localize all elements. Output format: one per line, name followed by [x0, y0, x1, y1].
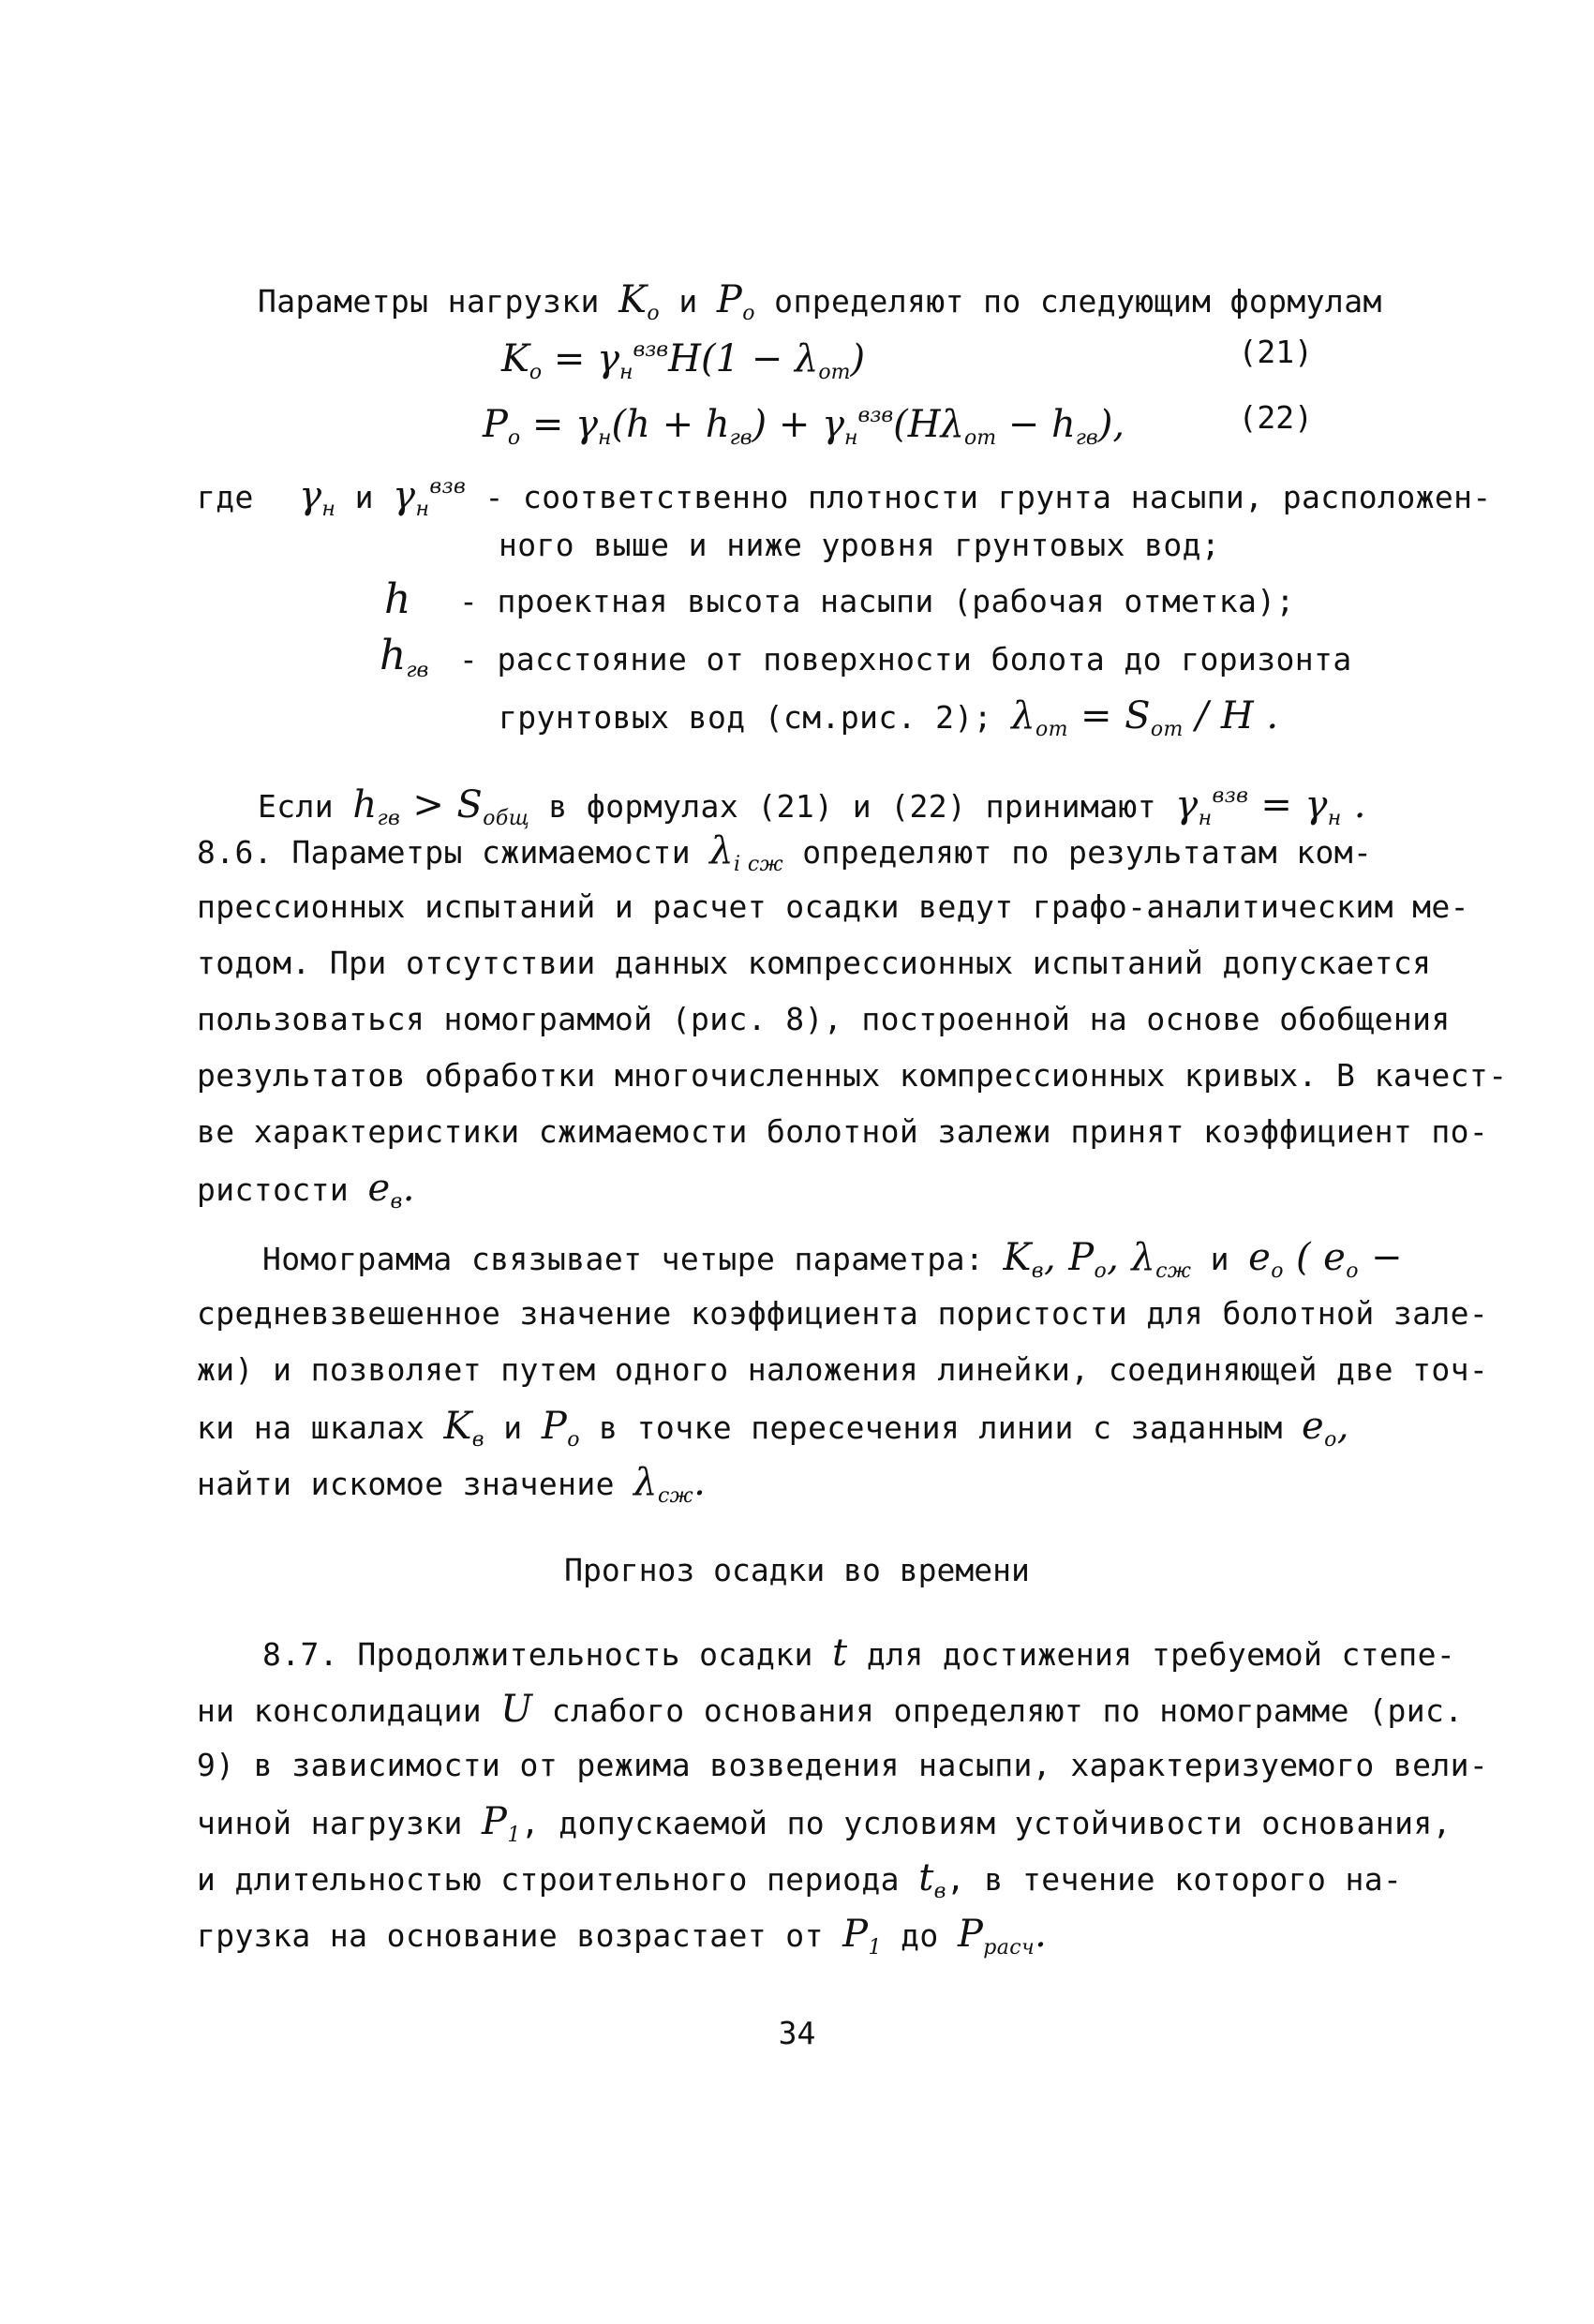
- p87-line-1: [262, 1631, 1481, 1675]
- symbol-gamma-n-vzv: $\gamma_н^{взв}$: [393, 474, 467, 521]
- nomo-l1-and: и: [1210, 1241, 1229, 1277]
- p86-l7: ристости: [197, 1171, 350, 1208]
- def1-text-a: - соответственно плотности грунта насыпи, расположен-: [484, 479, 1492, 515]
- intro-rest: определяют по следующим формулам: [774, 283, 1382, 320]
- def2-text: - проектная высота насыпи (рабочая отметка);: [459, 583, 1295, 619]
- p87-l2-a: ни консолидации: [197, 1692, 483, 1729]
- nomo-line-3: жи) и позволяет путем одного наложения линейки, соединяющей две точ-: [197, 1351, 1489, 1388]
- nomo-line-2: средневзвешенное значение коэффициента пористости для болотной зале-: [197, 1295, 1489, 1332]
- symbol-U: U: [500, 1688, 533, 1731]
- p86-line-4: пользоваться номограммой (рис. 8), построенной на основе обобщения: [197, 1001, 1451, 1037]
- nomo-l4-a: ки на шкалах: [197, 1409, 425, 1446]
- p87-l1-b: для достижения требуемой степе-: [866, 1636, 1456, 1673]
- p87-l4-a: чиной нагрузки: [197, 1805, 463, 1841]
- where-line-1: [197, 469, 1492, 529]
- p86-line-7: [197, 1169, 1415, 1221]
- p86-l1-b: определяют по результатам ком-: [802, 834, 1373, 871]
- if-result: $\gamma_н^{взв} = \gamma_н$ .: [1175, 783, 1366, 830]
- nomo-e0-given: $e_о$,: [1302, 1405, 1349, 1452]
- symbol-lambda-i-szh: $\lambda_{i сж}$: [709, 829, 783, 876]
- nomo-l4-b: в точке пересечения линии с заданным: [599, 1409, 1283, 1446]
- intro-and: и: [678, 283, 698, 320]
- def3-line-2: [499, 694, 1594, 749]
- p86-line-6: ве характеристики сжимаемости болотной залежи принят коэффициент по-: [197, 1113, 1489, 1150]
- symbol-h: h: [384, 575, 411, 623]
- symbol-h-gv: $h_{гв}$: [380, 632, 429, 682]
- nomo-line-5: [197, 1461, 1415, 1515]
- symbol-P1: $P_1$: [482, 1800, 521, 1847]
- symbol-P-rasch: $P_{расч}$.: [957, 1913, 1048, 1959]
- intro-text: Параметры нагрузки: [258, 283, 600, 320]
- symbol-t: t: [832, 1631, 848, 1675]
- nomo-lambda-szh: $\lambda_{сж}$.: [633, 1461, 707, 1508]
- def3-text-b: грунтовых вод (см.рис. 2);: [499, 699, 992, 736]
- symbol-P1-from: $P_1$: [842, 1913, 882, 1959]
- p86-l1-a: 8.6. Параметры сжимаемости: [197, 834, 691, 871]
- nomo-l4-and: и: [503, 1409, 523, 1446]
- equation-22: $P_o = \gamma_н(h + h_{гв}) + \gamma_н^{взв}(H\lambda_{от} - h_{гв})$,: [483, 403, 1125, 450]
- p87-line-2: [197, 1688, 1464, 1731]
- if-line: [258, 778, 1476, 838]
- p87-l6-b: до: [901, 1917, 939, 1954]
- p87-line-4: [197, 1800, 1452, 1855]
- p87-l2-b: слабого основания определяют по номограмме (рис.: [551, 1692, 1464, 1729]
- p87-line-3: 9) в зависимости от режима возведения насыпи, характеризуемого вели-: [197, 1747, 1489, 1783]
- symbol-gamma-n: $\gamma_н$: [299, 474, 336, 521]
- nomo-params: $K_в$, $P_о$, $\lambda_{сж}$: [1003, 1236, 1192, 1283]
- equation-21-number: (21): [1238, 334, 1313, 370]
- p86-line-5: результатов обработки многочисленных компрессионных кривых. В качест-: [197, 1057, 1508, 1094]
- p87-l6-a: грузка на основание возрастает от: [197, 1917, 824, 1954]
- equation-22-number: (22): [1238, 399, 1313, 436]
- equation-21: $K_o = \gamma_н^{взв}H(1 - \lambda_{от})$: [501, 337, 866, 384]
- where-line-2: ного выше и ниже уровня грунтовых вод;: [499, 527, 1221, 563]
- p86-line-2: прессионных испытаний и расчет осадки ведут графо-аналитическим ме-: [197, 888, 1469, 925]
- if-condition: $h_{гв} > S_{общ}$: [352, 783, 530, 830]
- p87-l5-b: , в течение которого на-: [946, 1861, 1403, 1898]
- symbol-e-v: $e_в$.: [367, 1167, 415, 1214]
- symbol-K0: $K_o$: [618, 278, 661, 325]
- symbol-t-v: $t_в$: [918, 1856, 946, 1903]
- p87-line-6: [197, 1915, 1415, 1967]
- where-and: и: [354, 479, 374, 515]
- if-esli: Если: [258, 788, 335, 825]
- p87-line-5: [197, 1856, 1415, 1911]
- p86-line-3: тодом. При отсутствии данных компрессионных испытаний допускается: [197, 945, 1432, 981]
- nomo-line-4: [197, 1405, 1415, 1459]
- nomo-l5: найти искомое значение: [197, 1466, 615, 1502]
- nomo-Po: $P_о$: [541, 1405, 580, 1452]
- intro-line: [258, 278, 1476, 333]
- page-number: 34: [778, 2015, 816, 2051]
- symbol-P0: $P_o$: [716, 278, 755, 325]
- nomo-e0: $e_о$ ( $e_о$ −: [1248, 1236, 1403, 1283]
- p87-l5-a: и длительностью строительного периода: [197, 1861, 900, 1898]
- section-heading: Прогноз осадки во времени: [564, 1552, 1030, 1588]
- where-gde: где: [197, 479, 254, 515]
- p86-line-1: [197, 829, 1415, 884]
- nomo-line-1: [262, 1236, 1481, 1290]
- if-middle: в формулах (21) и (22) принимают: [548, 788, 1156, 825]
- lambda-definition: $\lambda_{от} = S_{от} / H$ .: [1011, 694, 1279, 741]
- nomo-l1-a: Номограмма связывает четыре параметра:: [262, 1241, 985, 1277]
- def3-text-a: - расстояние от поверхности болота до горизонта: [459, 641, 1352, 678]
- p87-l4-b: , допускаемой по условиям устойчивости основания,: [520, 1805, 1452, 1841]
- nomo-Kv: $K_в$: [443, 1405, 485, 1452]
- p87-l1-a: 8.7. Продолжительность осадки: [262, 1636, 813, 1673]
